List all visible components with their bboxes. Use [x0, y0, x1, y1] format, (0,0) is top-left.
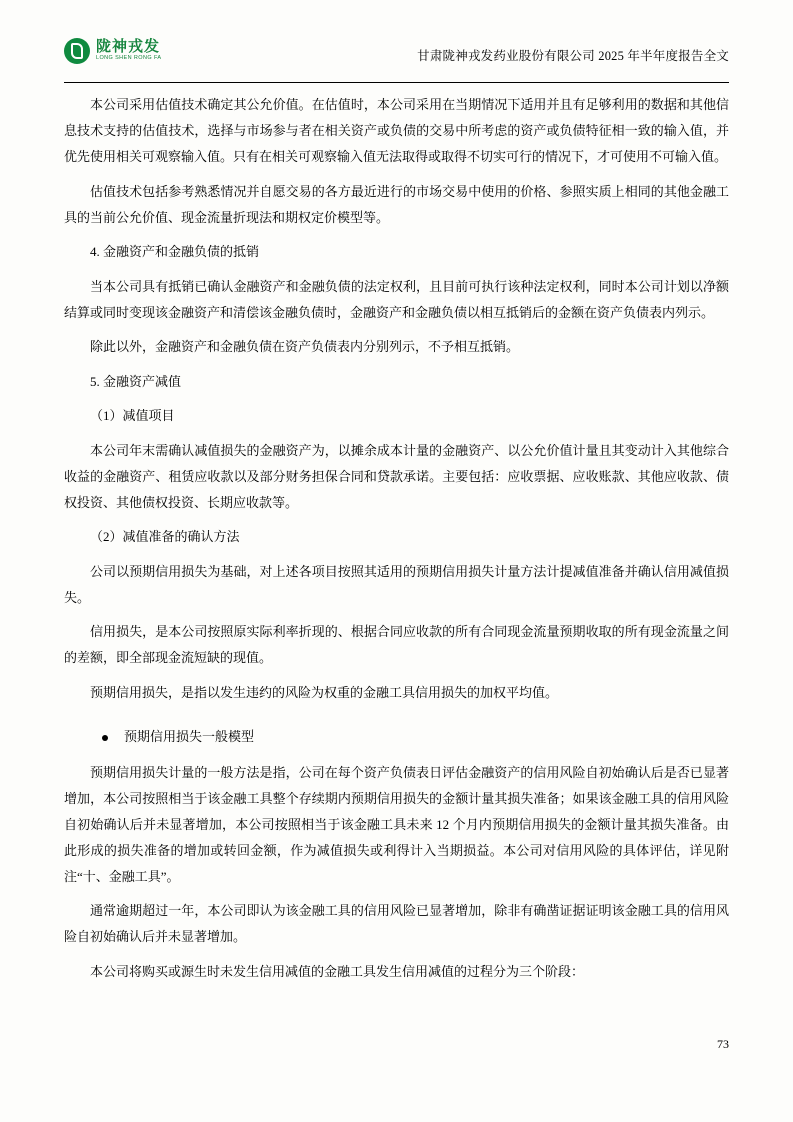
- list-item: 预期信用损失一般模型: [124, 724, 729, 750]
- logo-chinese-name: 陇神戎发: [96, 38, 161, 55]
- paragraph: 本公司将购买或源生时未发生信用减值的金融工具发生信用减值的过程分为三个阶段：: [90, 963, 585, 979]
- report-title: 甘肃陇神戎发药业股份有限公司 2025 年半年度报告全文: [417, 49, 729, 63]
- section-heading: 5. 金融资产减值: [90, 373, 182, 389]
- paragraph: 信用损失，是本公司按照原实际利率折现的、根据合同应收款的所有合同现金流量预期收取的所有现金流量之间的差额，即全部现金流短缺的现值。: [64, 624, 729, 665]
- page-header: [64, 38, 729, 78]
- page-number: 73: [717, 1037, 729, 1051]
- paragraph: 预期信用损失计量的一般方法是指，公司在每个资产负债表日评估金融资产的信用风险自初始确认后是否已显著增加，本公司按照相当于该金融工具整个存续期内预期信用损失的金额计量其损失准备；如果该金融工具的信用风险自初始确认后并未显著增加，本公司按照相当于该金融工具未来 12 个月内预期信用损失的金额计量其损失准备。由此形成的损失准备的增加或转回金额，作为减值损失或利得计入当期损益。本公司对信用风险的具体评估，详见附注“十、金融工具”。: [64, 764, 729, 884]
- company-logo: [64, 38, 161, 64]
- paragraph: 预期信用损失，是指以发生违约的风险为权重的金融工具信用损失的加权平均值。: [90, 684, 559, 700]
- logo-text: [96, 40, 161, 63]
- paragraph: 通常逾期超过一年，本公司即认为该金融工具的信用风险已显著增加，除非有确凿证据证明该金融工具的信用风险自初始确认后并未显著增加。: [64, 903, 729, 944]
- section-heading: 4. 金融资产和金融负债的抵销: [90, 244, 260, 259]
- page-content: [64, 92, 729, 993]
- logo-emblem-icon: [64, 38, 90, 64]
- paragraph: 当本公司具有抵销已确认金融资产和金融负债的法定权利，且目前可执行该种法定权利，同时本公司计划以净额结算或同时变现该金融资产和清偿该金融负债时，金融资产和金融负债以相互抵销后的金额在资产负债表内列示。: [64, 278, 729, 320]
- paragraph: 本公司采用估值技术确定其公允价值。在估值时，本公司采用在当期情况下适用并且有足够利用的数据和其他信息技术支持的估值技术，选择与市场参与者在相关资产或负债的交易中所考虑的资产或负债特征相一致的输入值，并优先使用相关可观察输入值。只有在相关可观察输入值无法取得或取得不切实可行的情况下，才可使用不可输入值。: [64, 97, 729, 164]
- paragraph: 除此以外，金融资产和金融负债在资产负债表内分别列示，不予相互抵销。: [90, 339, 520, 354]
- paragraph: 估值技术包括参考熟悉情况并自愿交易的各方最近进行的市场交易中使用的价格、参照实质上相同的其他金融工具的当前公允价值、现金流量折现法和期权定价模型等。: [64, 183, 729, 225]
- logo-english-name: LONG SHEN RONG FA: [96, 55, 162, 62]
- subsection-heading: （2）减值准备的确认方法: [90, 529, 240, 544]
- paragraph: 本公司年末需确认减值损失的金融资产为，以摊余成本计量的金融资产、以公允价值计量且其变动计入其他综合收益的金融资产、租赁应收款以及部分财务担保合同和贷款承诺。主要包括：应收票据、应收账款、其他应收款、债权投资、其他债权投资、长期应收款等。: [64, 442, 729, 510]
- subsection-heading: （1）减值项目: [90, 408, 175, 423]
- bullet-list: [64, 724, 729, 750]
- paragraph: 公司以预期信用损失为基础，对上述各项目按照其适用的预期信用损失计量方法计提减值准备并确认信用减值损失。: [64, 563, 729, 605]
- header-divider: [64, 82, 729, 83]
